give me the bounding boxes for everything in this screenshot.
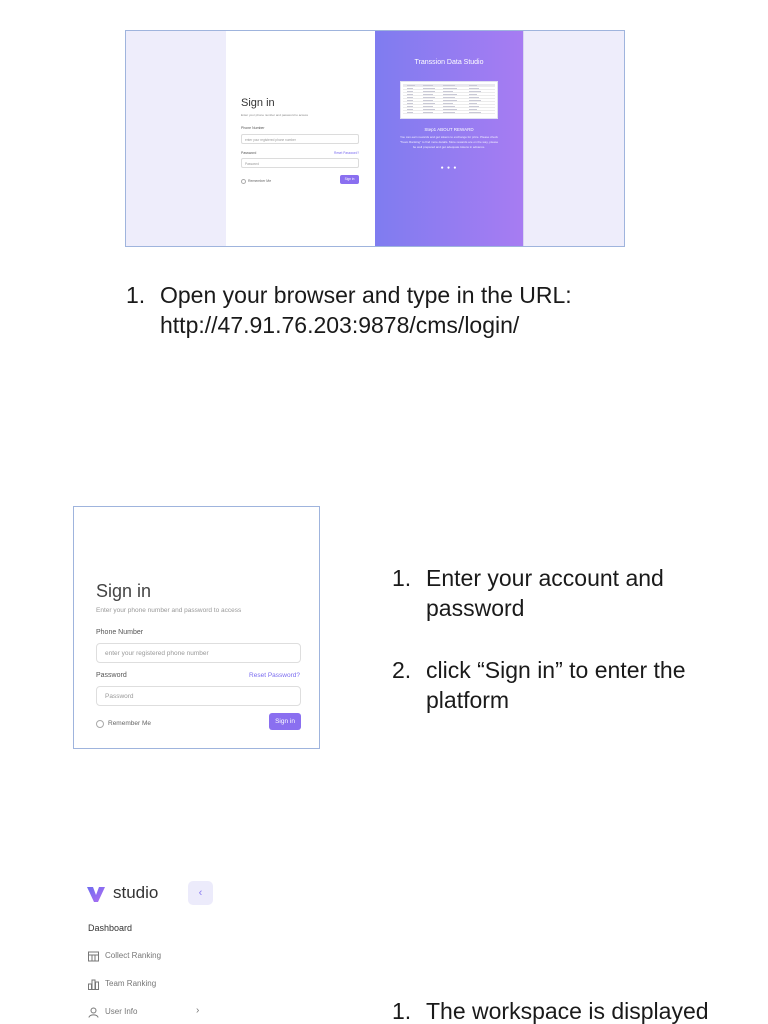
login-page-screenshot xyxy=(125,30,625,247)
remember-me-checkbox[interactable] xyxy=(96,720,104,728)
signin-button[interactable]: Sign in xyxy=(340,175,359,184)
signin-card-screenshot xyxy=(73,506,320,749)
chevron-right-icon: › xyxy=(196,1005,200,1016)
caption-number: 1. xyxy=(392,998,412,1024)
phone-label: Phone Number xyxy=(241,126,265,130)
reset-password-link[interactable]: Reset Password? xyxy=(334,151,359,155)
page-background-right xyxy=(523,31,624,246)
caption-text-line1: Open your browser and type in the URL: xyxy=(160,282,572,308)
workspace-sidebar-screenshot xyxy=(78,872,278,1024)
caption-step-1 xyxy=(126,280,686,340)
promo-panel xyxy=(375,31,523,246)
promo-table-image xyxy=(400,81,498,119)
remember-me-label: Remember Me xyxy=(248,179,272,183)
login-form-panel xyxy=(226,31,375,246)
sidebar-item-label: Collect Ranking xyxy=(105,951,162,960)
caption-step-3 xyxy=(392,996,752,1024)
page-background-left xyxy=(126,31,226,246)
signin-title: Sign in xyxy=(241,97,275,109)
caption-text-line1: Enter your account and xyxy=(426,565,664,591)
password-input[interactable]: Password xyxy=(241,158,359,168)
password-label: Password xyxy=(241,151,257,155)
studio-logo-icon xyxy=(86,884,106,904)
promo-title: Transsion Data Studio xyxy=(414,59,484,66)
promo-text: You can earn rewards and get tokens to exchange for prize. Please check "Team Ranking" to find more details. More rewards are on the way, please be well prepared and get adequate tokens in advance. xyxy=(399,135,499,149)
caption-number: 1. xyxy=(126,282,146,308)
caption-text-line2: http://47.91.76.203:9878/cms/login/ xyxy=(160,312,520,338)
chevron-left-icon[interactable]: ‹ xyxy=(188,881,213,905)
caption-text-line1: click “Sign in” to enter the xyxy=(426,657,686,683)
password-input[interactable]: Password xyxy=(96,686,301,706)
brand-name: studio xyxy=(113,883,159,902)
caption-step-2-item-2 xyxy=(392,655,752,715)
sidebar-item-label: User Info xyxy=(105,1007,138,1016)
phone-input[interactable]: enter your registered phone number xyxy=(96,643,301,663)
sidebar-item-collect-ranking[interactable] xyxy=(88,950,268,964)
bar-chart-icon xyxy=(88,979,99,990)
sidebar-item-label: Team Ranking xyxy=(105,979,157,988)
sidebar-item-team-ranking[interactable] xyxy=(88,978,268,992)
signin-subtitle: Enter your phone number and password to access xyxy=(241,113,309,117)
signin-title: Sign in xyxy=(96,581,152,601)
signin-subtitle: Enter your phone number and password to access xyxy=(96,607,242,614)
caption-step-2-item-1 xyxy=(392,563,752,623)
remember-me-checkbox[interactable] xyxy=(241,179,246,184)
password-label: Password xyxy=(96,672,127,679)
caption-text-line2: platform xyxy=(426,687,510,713)
caption-number: 2. xyxy=(392,657,412,683)
signin-button[interactable]: Sign in xyxy=(269,713,301,730)
sidebar-item-dashboard[interactable]: Dashboard xyxy=(88,923,133,933)
remember-me-label: Remember Me xyxy=(108,720,151,727)
reset-password-link[interactable]: Reset Password? xyxy=(249,672,300,679)
user-icon xyxy=(88,1007,99,1018)
caption-text-line2: password xyxy=(426,595,525,621)
table-icon xyxy=(88,951,99,962)
phone-label: Phone Number xyxy=(96,629,144,636)
carousel-dots[interactable]: ● ● ● xyxy=(440,165,458,171)
sidebar-item-user-info[interactable] xyxy=(88,1006,268,1020)
caption-text: The workspace is displayed xyxy=(426,998,709,1024)
caption-number: 1. xyxy=(392,565,412,591)
phone-input[interactable]: enter your registered phone number xyxy=(241,134,359,144)
promo-heading: Step1 ABOUT REWARD xyxy=(424,127,474,132)
